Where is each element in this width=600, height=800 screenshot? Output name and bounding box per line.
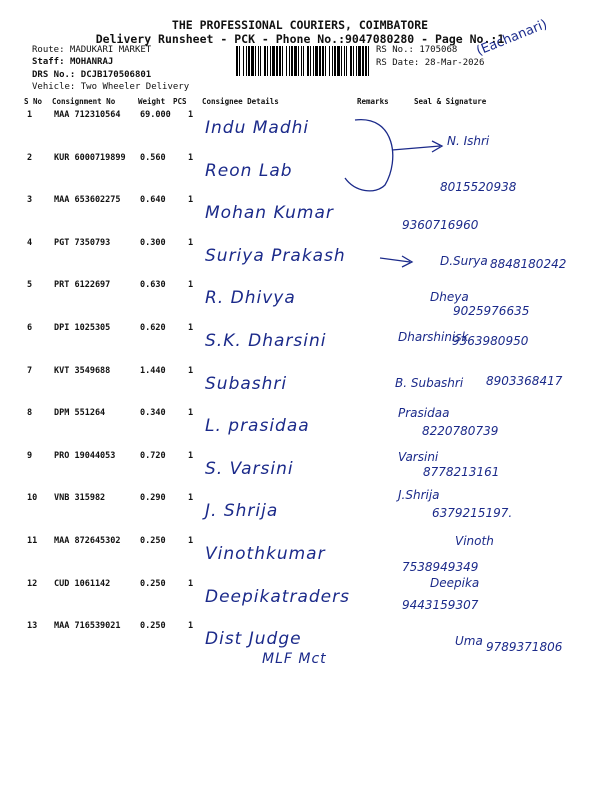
row-consignment: KUR 6000719899 <box>54 152 126 163</box>
row-consignment: VNB 315982 <box>54 493 106 504</box>
row-weight: 0.620 <box>140 323 166 333</box>
consignee-name-line2: MLF Mct <box>262 651 327 668</box>
col-remarks: Remarks <box>357 97 389 106</box>
recipient-phone: 8903368417 <box>486 374 563 388</box>
recipient-signature: Dheya <box>430 290 469 304</box>
row-consignment: KVT 3549688 <box>54 365 111 376</box>
recipient-phone: 8220780739 <box>422 424 499 438</box>
recipient-phone: 8848180242 <box>490 257 567 271</box>
row-weight: 0.340 <box>140 408 166 419</box>
consignee-name: S. Varsini <box>205 458 294 479</box>
row-sno: 13 <box>27 621 38 632</box>
drs-label: DRS No.: <box>32 70 76 80</box>
recipient-phone: 7538949349 <box>402 560 479 574</box>
recipient-signature: Deepika <box>430 576 480 590</box>
recipient-phone: 8778213161 <box>423 465 500 479</box>
row-weight: 0.300 <box>140 237 166 248</box>
row-sno: 5 <box>27 280 33 291</box>
row-pcs: 1 <box>188 152 194 163</box>
recipient-phone: 9443159307 <box>402 598 479 612</box>
recipient-signature: D.Surya <box>440 254 488 268</box>
row-consignment: DPM 551264 <box>54 408 106 419</box>
consignee-name: S.K. Dharsini <box>205 331 327 351</box>
recipient-phone: 6379215197. <box>432 506 513 520</box>
barcode <box>236 46 370 76</box>
row-consignment: DPI 1025305 <box>54 323 111 333</box>
recipient-phone: 9789371806 <box>486 640 563 654</box>
row-weight: 69.000 <box>140 110 171 120</box>
row-sno: 7 <box>27 365 33 376</box>
recipient-phone: 9360716960 <box>402 218 479 232</box>
col-consignee: Consignee Details <box>202 97 279 106</box>
staff-value: MOHANRAJ <box>69 57 114 67</box>
drs-line <box>32 70 151 80</box>
consignee-name: J. Shrija <box>205 501 279 522</box>
row-pcs: 1 <box>188 280 194 291</box>
col-consignment: Consignment No <box>52 97 116 106</box>
row-sno: 1 <box>27 110 33 120</box>
consignee-name: Dist Judge <box>205 629 302 650</box>
row-consignment: MAA 716539021 <box>54 621 121 632</box>
col-sno: S No <box>24 97 43 106</box>
recipient-signature: Vinoth <box>455 534 494 548</box>
row-consignment: MAA 653602275 <box>54 195 121 206</box>
row-sno: 11 <box>27 536 38 546</box>
recipient-signature: B. Subashri <box>395 376 464 390</box>
row-weight: 1.440 <box>140 365 166 376</box>
row-pcs: 1 <box>188 450 194 461</box>
recipient-signature: N. Ishri <box>447 134 490 148</box>
row-pcs: 1 <box>188 110 194 120</box>
row-sno: 3 <box>27 195 33 206</box>
table-row <box>0 451 600 493</box>
recipient-signature: Varsini <box>398 450 439 464</box>
row-consignment: PGT 7350793 <box>54 237 111 248</box>
row-weight: 0.250 <box>140 578 166 589</box>
row-pcs: 1 <box>188 195 194 206</box>
row-weight: 0.250 <box>140 621 166 632</box>
row-pcs: 1 <box>188 237 194 248</box>
col-weight: Weight <box>138 97 166 106</box>
row-pcs: 1 <box>188 578 194 589</box>
row-pcs: 1 <box>188 365 194 376</box>
row-consignment: MAA 712310564 <box>54 110 121 120</box>
consignee-name: Indu Madhi <box>205 118 310 138</box>
consignee-name: R. Dhivya <box>205 288 296 309</box>
row-weight: 0.630 <box>140 280 166 291</box>
recipient-signature: Prasidaa <box>398 406 450 420</box>
row-sno: 10 <box>27 493 38 504</box>
col-seal-signature: Seal & Signature <box>414 97 487 106</box>
company-name: THE PROFESSIONAL COURIERS, COIMBATORE <box>171 18 429 32</box>
row-pcs: 1 <box>188 493 194 504</box>
staff-label: Staff: <box>32 57 65 67</box>
row-consignment: PRO 19044053 <box>54 450 116 461</box>
row-weight: 0.560 <box>140 152 166 163</box>
row-weight: 0.290 <box>140 493 166 504</box>
rs-date: RS Date: 28-Mar-2026 <box>376 58 485 68</box>
row-consignment: PRT 6122697 <box>54 280 111 291</box>
row-pcs: 1 <box>188 621 194 632</box>
row-weight: 0.250 <box>140 536 166 546</box>
runsheet-title: Delivery Runsheet - PCK - Phone No.:9047080280 - Page No.:1 <box>95 32 505 46</box>
row-sno: 12 <box>27 578 38 589</box>
row-weight: 0.640 <box>140 195 166 206</box>
recipient-phone: 9363980950 <box>452 334 529 348</box>
route-label: Route: MADUKARI MARKET <box>32 45 152 55</box>
handwritten-location-note: (Eachanari) <box>474 17 550 59</box>
consignee-name: Mohan Kumar <box>205 203 334 224</box>
consignee-name: Suriya Prakash <box>205 245 346 266</box>
consignee-name: Reon Lab <box>205 160 293 181</box>
recipient-signature: Uma <box>455 634 483 648</box>
consignee-name: L. prasidaa <box>205 416 310 437</box>
drs-value: DCJB170506801 <box>80 70 152 80</box>
recipient-signature: Dharshinisk <box>398 330 469 344</box>
row-pcs: 1 <box>188 408 194 419</box>
row-pcs: 1 <box>188 323 194 333</box>
row-sno: 6 <box>27 323 33 333</box>
vehicle-label: Vehicle: Two Wheeler Delivery <box>32 82 190 92</box>
row-weight: 0.720 <box>140 450 166 461</box>
consignee-name: Vinothkumar <box>205 544 326 564</box>
recipient-signature: J.Shrija <box>398 488 440 502</box>
consignee-name: Subashri <box>205 373 288 394</box>
row-pcs: 1 <box>188 536 194 546</box>
recipient-phone: 8015520938 <box>440 180 517 194</box>
rs-number: RS No.: 1705068 <box>376 45 458 55</box>
row-sno: 9 <box>27 450 33 461</box>
row-consignment: MAA 872645302 <box>54 536 121 546</box>
staff-line <box>32 57 113 67</box>
row-consignment: CUD 1061142 <box>54 578 111 589</box>
consignee-name: Deepikatraders <box>205 586 350 607</box>
col-pcs: PCS <box>173 97 187 106</box>
recipient-phone: 9025976635 <box>453 304 530 318</box>
row-sno: 8 <box>27 408 33 419</box>
row-sno: 4 <box>27 237 33 248</box>
row-sno: 2 <box>27 152 33 163</box>
